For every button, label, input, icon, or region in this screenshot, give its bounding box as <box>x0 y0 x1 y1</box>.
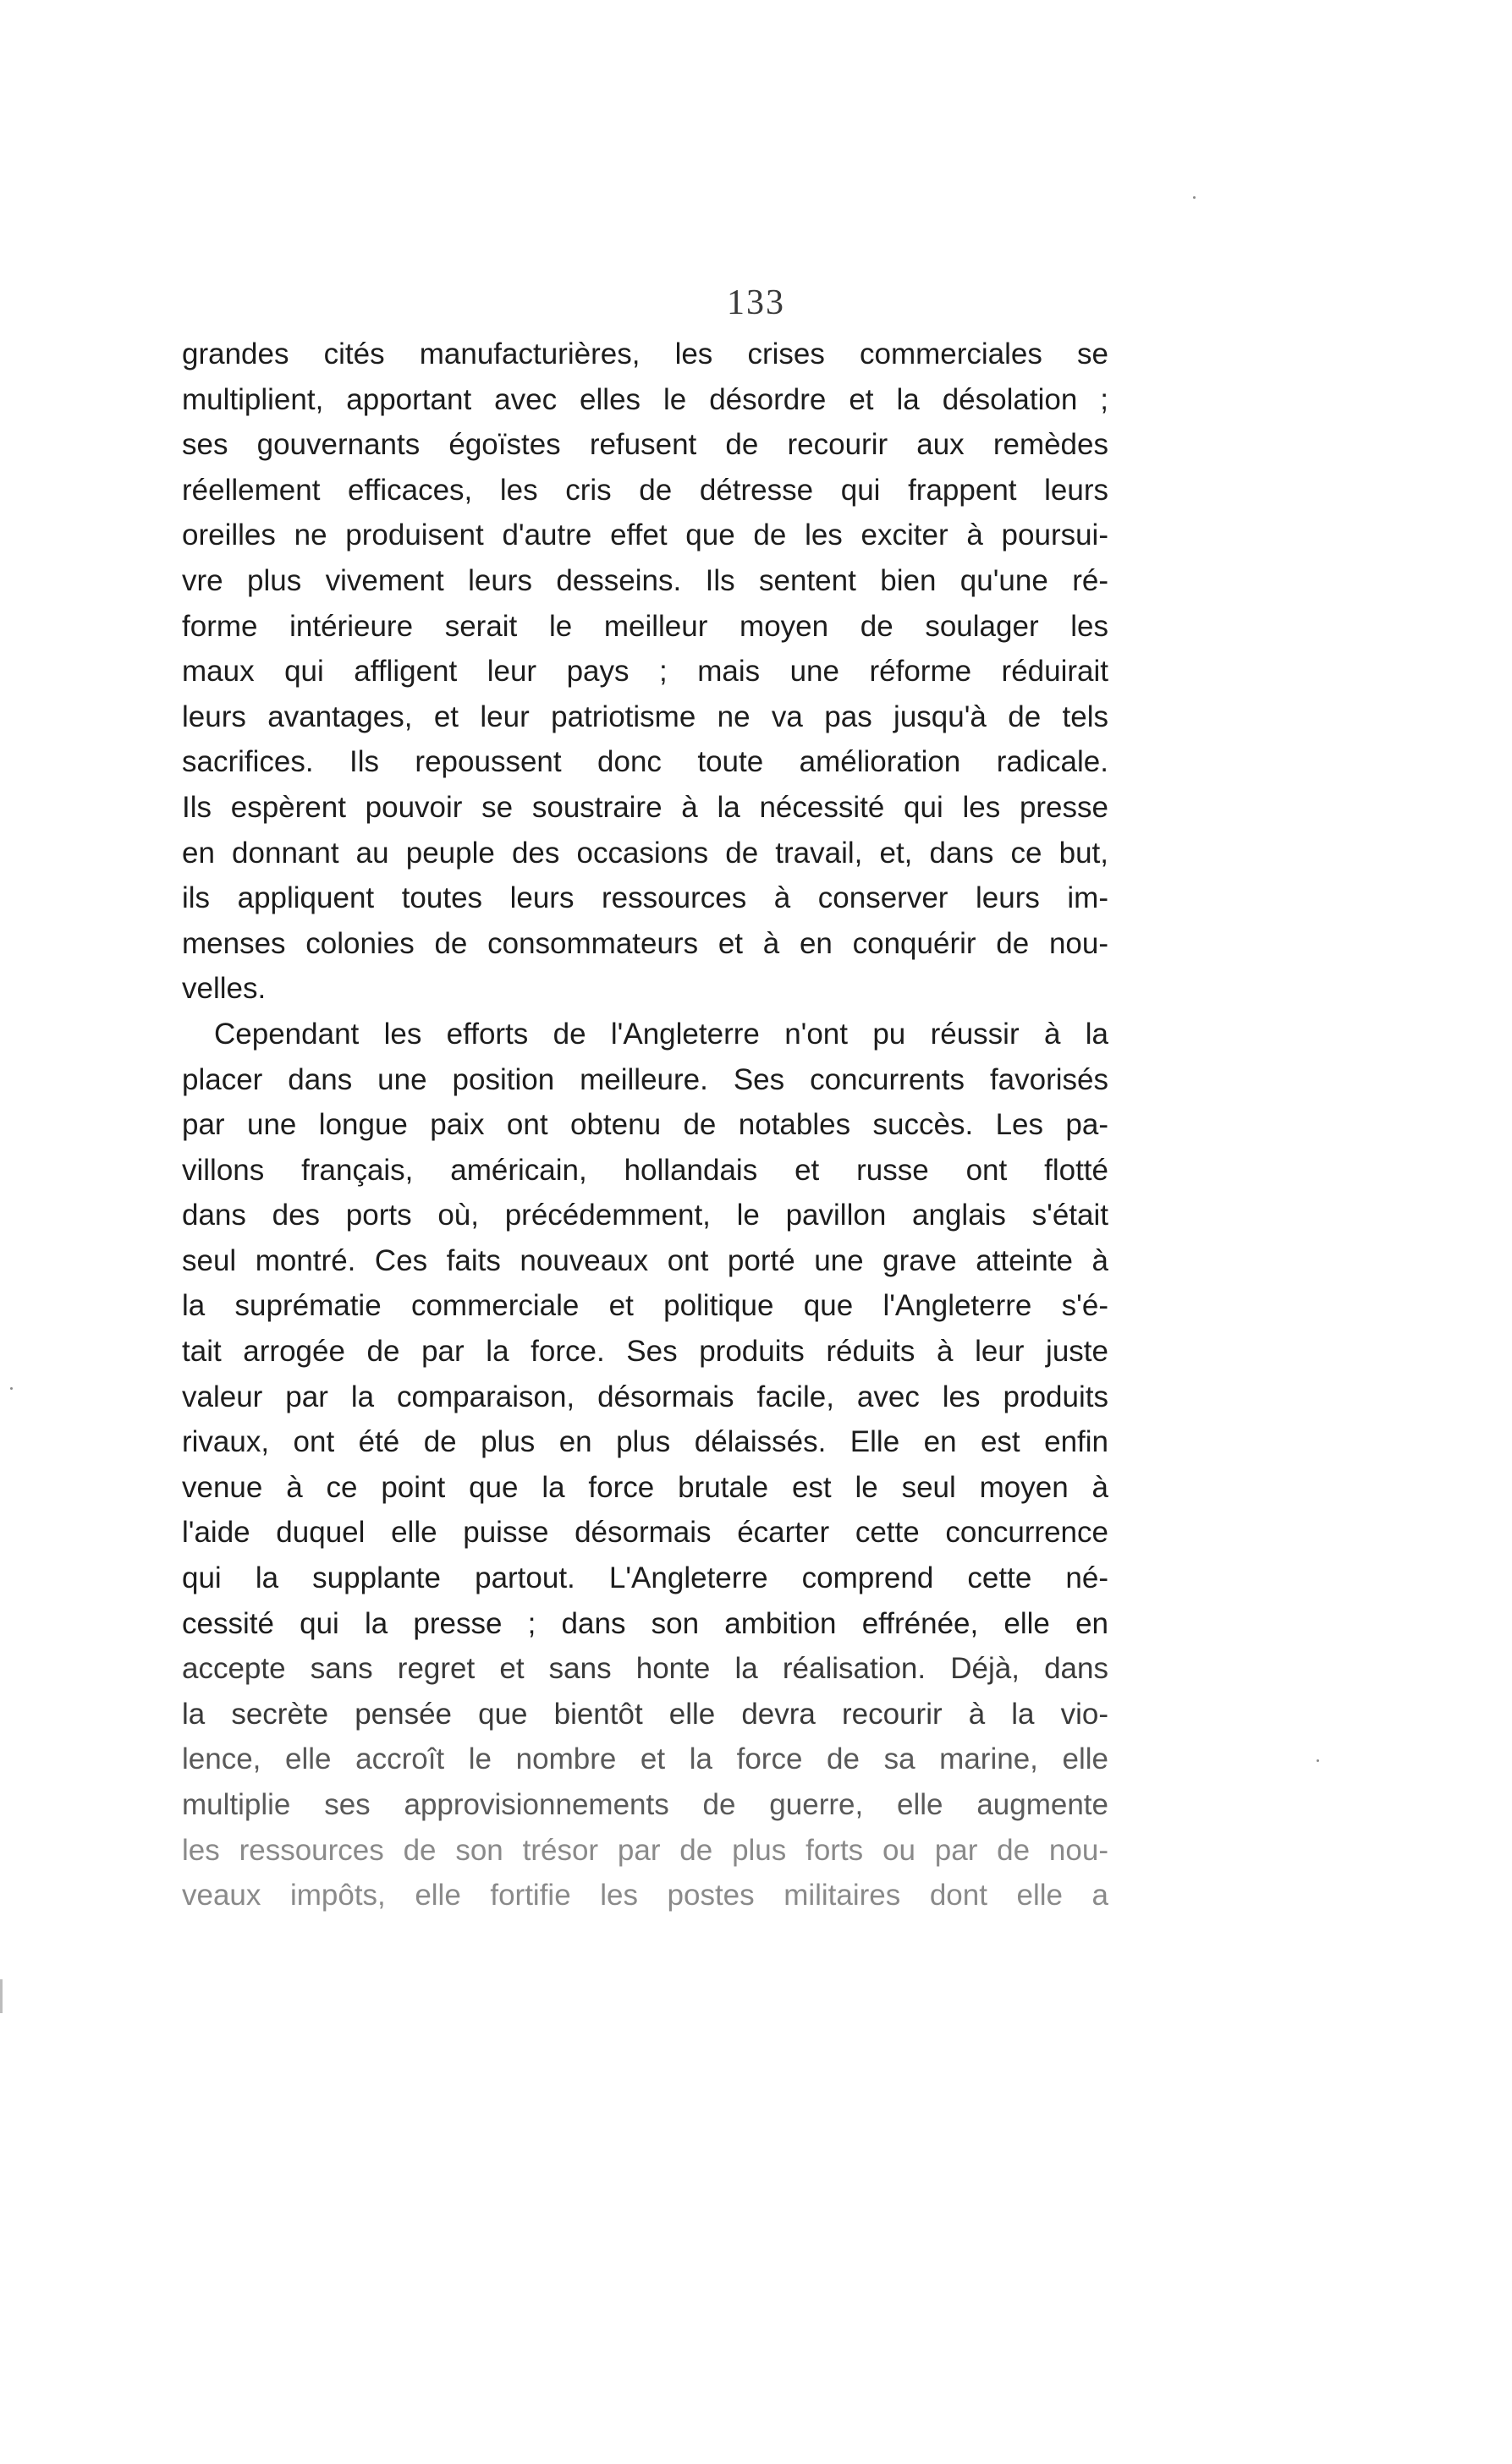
text-line: réellement efficaces, les cris de détresse qui frappent leurs <box>182 473 1108 507</box>
text-line: sacrifices. Ils repoussent donc toute amélioration radicale. <box>182 745 1108 779</box>
text-line: cessité qui la presse ; dans son ambition effrénée, elle en <box>182 1606 1108 1640</box>
paper-speck <box>1193 196 1196 199</box>
text-line: Ils espèrent pouvoir se soustraire à la nécessité qui les presse <box>182 790 1108 824</box>
text-line: la suprématie commerciale et politique que l'Angleterre s'é- <box>182 1289 1108 1323</box>
text-line: villons français, américain, hollandais et russe ont flotté <box>182 1153 1108 1187</box>
text-line: velles. <box>182 972 267 1006</box>
body-text <box>182 332 1108 1918</box>
text-line: accepte sans regret et sans honte la réalisation. Déjà, dans <box>182 1652 1108 1686</box>
text-line: lence, elle accroît le nombre et la force de sa marine, elle <box>182 1742 1108 1776</box>
text-line: ses gouvernants égoïstes refusent de recourir aux remèdes <box>182 428 1108 462</box>
paragraph-start-line: Cependant les efforts de l'Angleterre n'ont pu réussir à la <box>214 1017 1108 1051</box>
text-line: forme intérieure serait le meilleur moyen de soulager les <box>182 609 1108 643</box>
text-line: la secrète pensée que bientôt elle devra recourir à la vio- <box>182 1697 1108 1731</box>
text-line: maux qui affligent leur pays ; mais une réforme réduirait <box>182 655 1108 689</box>
scan-edge-mark <box>0 1979 3 2013</box>
text-line: dans des ports où, précédemment, le pavillon anglais s'était <box>182 1199 1108 1232</box>
text-line: veaux impôts, elle fortifie les postes militaires dont elle a <box>182 1879 1108 1912</box>
text-line: en donnant au peuple des occasions de travail, et, dans ce but, <box>182 836 1108 870</box>
text-line: multiplie ses approvisionnements de guerre, elle augmente <box>182 1788 1108 1821</box>
text-line: rivaux, ont été de plus en plus délaissés. Elle en est enfin <box>182 1425 1108 1459</box>
text-line: l'aide duquel elle puisse désormais écarter cette concurrence <box>182 1516 1108 1550</box>
text-line: grandes cités manufacturières, les crises commerciales se <box>182 337 1108 370</box>
text-line: menses colonies de consommateurs et à en conquérir de nou- <box>182 926 1108 960</box>
text-line: ils appliquent toutes leurs ressources à conserver leurs im- <box>182 881 1108 915</box>
text-line: qui la supplante partout. L'Angleterre comprend cette né- <box>182 1561 1108 1595</box>
page-number: 133 <box>727 283 785 322</box>
text-line: vre plus vivement leurs desseins. Ils sentent bien qu'une ré- <box>182 563 1108 597</box>
paper-speck <box>1317 1759 1319 1762</box>
text-line: tait arrogée de par la force. Ses produits réduits à leur juste <box>182 1335 1108 1369</box>
text-line: seul montré. Ces faits nouveaux ont porté une grave atteinte à <box>182 1243 1108 1277</box>
text-line: leurs avantages, et leur patriotisme ne va pas jusqu'à de tels <box>182 700 1108 733</box>
paper-speck <box>10 1387 13 1390</box>
text-line: valeur par la comparaison, désormais facile, avec les produits <box>182 1380 1108 1413</box>
text-line: oreilles ne produisent d'autre effet que de les exciter à poursui- <box>182 519 1108 552</box>
text-line: par une longue paix ont obtenu de notables succès. Les pa- <box>182 1108 1108 1142</box>
text-line: multiplient, apportant avec elles le désordre et la désolation ; <box>182 382 1108 416</box>
text-line: venue à ce point que la force brutale est le seul moyen à <box>182 1470 1108 1504</box>
text-line: les ressources de son trésor par de plus forts ou par de nou- <box>182 1833 1108 1867</box>
text-line: placer dans une position meilleure. Ses concurrents favorisés <box>182 1062 1108 1096</box>
